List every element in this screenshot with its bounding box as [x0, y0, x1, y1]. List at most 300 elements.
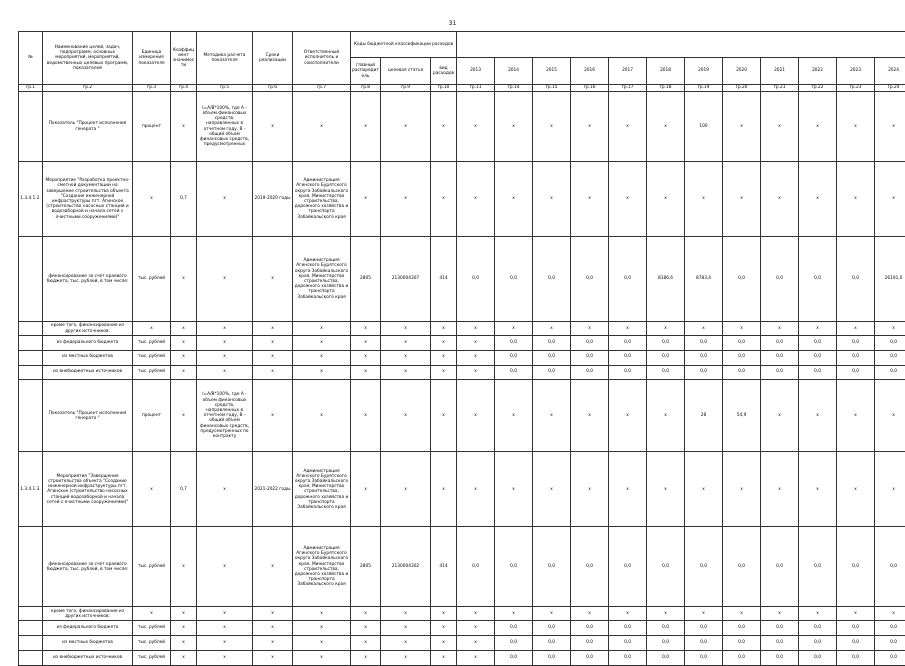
source-value: 0,0: [685, 650, 723, 665]
source-cell: х: [431, 336, 457, 351]
hdr-cs: целевая статья: [381, 58, 431, 85]
source-name: из федерального бюджета: [43, 336, 133, 351]
source-value: 0,0: [875, 350, 905, 365]
source-row: [19, 636, 905, 651]
indicator-coef: х: [171, 92, 197, 162]
source-value: 0,0: [495, 636, 533, 651]
row-number: [19, 607, 43, 621]
source-cell: х: [253, 336, 293, 351]
event-cell: х: [723, 452, 761, 527]
hdr-years-group: [457, 32, 905, 58]
source-value: 0,0: [837, 636, 875, 651]
indicator-cell: х: [799, 92, 837, 162]
hdr-period: Сроки реализации: [253, 32, 293, 85]
source-value: 0,0: [799, 336, 837, 351]
indicator-cell: х: [609, 380, 647, 452]
source-name: из внебюджетных источников: [43, 365, 133, 380]
other-sources-cell: х: [171, 322, 197, 336]
source-value: 0,0: [685, 350, 723, 365]
source-value: 0,0: [723, 636, 761, 651]
other-sources-cell: х: [381, 322, 431, 336]
row-number: [19, 237, 43, 322]
source-value: 0,0: [799, 365, 837, 380]
other-sources-cell: х: [647, 607, 685, 621]
source-value: 0,0: [799, 621, 837, 636]
event-cell: х: [647, 452, 685, 527]
indicator-cell: х: [293, 92, 351, 162]
column-number: гр.21: [761, 85, 799, 92]
indicator-cell: х: [457, 380, 495, 452]
source-cell: х: [171, 621, 197, 636]
other-sources-cell: х: [761, 322, 799, 336]
financing-value: 0,0: [533, 237, 571, 322]
source-cell: х: [457, 650, 495, 665]
financing-value: 0,0: [647, 527, 685, 607]
event-cell: х: [351, 452, 381, 527]
financing-unit: тыс. рублей: [133, 527, 171, 607]
financing-value: 8783,4: [685, 237, 723, 322]
source-value: 0,0: [571, 650, 609, 665]
financing-coef: х: [171, 237, 197, 322]
financing-name: финансирование за счет краевого бюджета, тыс. рублей, в том числе:: [43, 527, 133, 607]
source-value: 0,0: [533, 336, 571, 351]
financing-value: 0,0: [723, 237, 761, 322]
row-number: [19, 365, 43, 380]
source-cell: х: [351, 636, 381, 651]
source-cell: х: [171, 336, 197, 351]
row-number: [19, 650, 43, 665]
other-sources-cell: х: [197, 322, 253, 336]
other-sources-cell: х: [875, 322, 905, 336]
column-number: гр.17: [609, 85, 647, 92]
other-sources-cell: х: [799, 322, 837, 336]
hdr-vr: вид расходов: [431, 58, 457, 85]
financing-value: 0,0: [799, 527, 837, 607]
source-value: 0,0: [799, 350, 837, 365]
indicator-cell: х: [253, 92, 293, 162]
other-sources-row: [19, 607, 905, 621]
financing-expense-type: 414: [431, 237, 457, 322]
source-cell: х: [351, 650, 381, 665]
column-number: гр.18: [647, 85, 685, 92]
page-number: 31: [0, 20, 905, 27]
financing-value: 0,0: [457, 527, 495, 607]
row-number: [19, 350, 43, 365]
source-cell: х: [197, 650, 253, 665]
indicator-cell: х: [431, 380, 457, 452]
event-unit: х: [133, 162, 171, 237]
other-sources-cell: х: [837, 607, 875, 621]
source-cell: х: [253, 621, 293, 636]
source-value: 0,0: [495, 365, 533, 380]
hdr-year: 2023: [837, 58, 875, 85]
source-row: [19, 365, 905, 380]
financing-value: 0,0: [495, 527, 533, 607]
column-number: гр.22: [799, 85, 837, 92]
source-cell: х: [351, 365, 381, 380]
hdr-coef: Коэффициент значимости: [171, 32, 197, 85]
event-unit: х: [133, 452, 171, 527]
source-cell: х: [253, 350, 293, 365]
source-value: 0,0: [609, 636, 647, 651]
event-row: [19, 452, 905, 527]
source-value: 0,0: [761, 336, 799, 351]
hdr-year: 2018: [647, 58, 685, 85]
event-cell: х: [761, 162, 799, 237]
source-value: 0,0: [647, 350, 685, 365]
source-value: 0,0: [571, 350, 609, 365]
row-number: [19, 621, 43, 636]
other-sources-cell: х: [799, 607, 837, 621]
other-sources-cell: х: [837, 322, 875, 336]
event-coef: 0,7: [171, 162, 197, 237]
hdr-year: 2015: [533, 58, 571, 85]
hdr-year: 2020: [723, 58, 761, 85]
financing-value: 0,0: [837, 237, 875, 322]
source-value: 0,0: [685, 636, 723, 651]
other-sources-name: кроме того, финансирование из других источников:: [43, 607, 133, 621]
financing-value: 0,0: [609, 237, 647, 322]
event-cell: х: [875, 162, 905, 237]
source-value: 0,0: [571, 621, 609, 636]
source-unit: тыс. рублей: [133, 636, 171, 651]
row-number: [19, 380, 43, 452]
hdr-year: 2022: [799, 58, 837, 85]
financing-value: 0,0: [761, 527, 799, 607]
source-value: 0,0: [533, 350, 571, 365]
event-executor: Администрация Агинского Бурятского округа Забайкальского края, Министерство строительства, дорожного хозяйства и транспорта Забайкальского края: [293, 162, 351, 237]
source-cell: х: [381, 350, 431, 365]
financing-period: х: [253, 237, 293, 322]
source-cell: х: [197, 350, 253, 365]
other-sources-cell: х: [253, 607, 293, 621]
event-cell: х: [381, 452, 431, 527]
source-cell: х: [253, 650, 293, 665]
indicator-unit: процент: [133, 92, 171, 162]
event-cell: х: [571, 452, 609, 527]
financing-value: 0,0: [495, 237, 533, 322]
source-row: [19, 621, 905, 636]
event-cell: х: [457, 452, 495, 527]
source-value: 0,0: [647, 336, 685, 351]
other-sources-cell: х: [685, 607, 723, 621]
source-value: 0,0: [533, 650, 571, 665]
event-executor: Администрация Агинского Бурятского округа Забайкальского края, Министерство строительства, дорожного хозяйства и транспорта Забайкальского края: [293, 452, 351, 527]
source-cell: х: [293, 336, 351, 351]
event-row: [19, 162, 905, 237]
source-cell: х: [381, 365, 431, 380]
other-sources-cell: х: [533, 607, 571, 621]
financing-method: х: [197, 527, 253, 607]
financing-value: 0,0: [533, 527, 571, 607]
event-cell: х: [571, 162, 609, 237]
financing-value: 0,0: [685, 527, 723, 607]
other-sources-cell: х: [381, 607, 431, 621]
column-number: гр.16: [571, 85, 609, 92]
source-cell: х: [351, 350, 381, 365]
source-name: из внебюджетных источников: [43, 650, 133, 665]
event-cell: х: [381, 162, 431, 237]
source-cell: х: [197, 621, 253, 636]
source-value: 0,0: [647, 621, 685, 636]
source-value: 0,0: [647, 650, 685, 665]
financing-period: х: [253, 527, 293, 607]
source-value: 0,0: [723, 621, 761, 636]
source-value: 0,0: [723, 365, 761, 380]
row-number: [19, 527, 43, 607]
source-value: 0,0: [495, 650, 533, 665]
source-row: [19, 336, 905, 351]
financing-grbs: 2805: [351, 237, 381, 322]
other-sources-cell: х: [431, 322, 457, 336]
indicator-cell: х: [351, 92, 381, 162]
source-cell: х: [171, 650, 197, 665]
source-unit: тыс. рублей: [133, 365, 171, 380]
other-sources-cell: х: [571, 322, 609, 336]
hdr-grbs: главный распорядитель: [351, 58, 381, 85]
hdr-year: 2024: [875, 58, 905, 85]
source-unit: тыс. рублей: [133, 336, 171, 351]
other-sources-cell: х: [761, 607, 799, 621]
source-value: 0,0: [647, 636, 685, 651]
event-period: 2019-2020 годы: [253, 162, 293, 237]
source-cell: х: [381, 621, 431, 636]
financing-executor: Администрация Агинского Бурятского округа Забайкальского края, Министерство строительства, дорожного хозяйства и транспорта Забайкальского края: [293, 237, 351, 322]
other-sources-cell: х: [293, 322, 351, 336]
source-cell: х: [293, 365, 351, 380]
indicator-cell: х: [647, 380, 685, 452]
financing-row: [19, 237, 905, 322]
indicator-cell: х: [761, 92, 799, 162]
column-number: гр.7: [293, 85, 351, 92]
financing-method: х: [197, 237, 253, 322]
column-number: гр.1: [19, 85, 43, 92]
source-cell: х: [253, 636, 293, 651]
column-number: гр.9: [381, 85, 431, 92]
source-value: 0,0: [837, 350, 875, 365]
hdr-year: 2013: [457, 58, 495, 85]
financing-name: финансирование за счет краевого бюджета, тыс. рублей, в том числе:: [43, 237, 133, 322]
source-cell: х: [293, 650, 351, 665]
source-cell: х: [381, 650, 431, 665]
source-cell: х: [457, 621, 495, 636]
source-value: 0,0: [609, 650, 647, 665]
hdr-year: 2021: [761, 58, 799, 85]
hdr-year: 2016: [571, 58, 609, 85]
source-value: 0,0: [533, 621, 571, 636]
event-cell: х: [609, 162, 647, 237]
indicator-name: Показатель "Процент исполнения генерата ": [43, 92, 133, 162]
source-value: 0,0: [723, 350, 761, 365]
event-cell: х: [837, 162, 875, 237]
source-value: 0,0: [609, 621, 647, 636]
source-value: 0,0: [761, 650, 799, 665]
column-number: гр.20: [723, 85, 761, 92]
other-sources-cell: х: [723, 607, 761, 621]
source-value: 0,0: [837, 650, 875, 665]
source-cell: х: [457, 350, 495, 365]
column-number: гр.8: [351, 85, 381, 92]
source-unit: тыс. рублей: [133, 350, 171, 365]
source-cell: х: [293, 621, 351, 636]
indicator-cell: 100: [685, 92, 723, 162]
other-sources-row: [19, 322, 905, 336]
other-sources-cell: х: [685, 322, 723, 336]
event-name: Мероприятие "Завершение строительства объекта "Создание инженерной инфраструктуры пгт. Агинское (строительство насосных станций водозаборной и начала сетей с очистными сооружениями)": [43, 452, 133, 527]
source-cell: х: [197, 636, 253, 651]
other-sources-cell: х: [133, 607, 171, 621]
hdr-method: Методика расчета показателя: [197, 32, 253, 85]
indicator-cell: х: [571, 92, 609, 162]
source-value: 0,0: [609, 365, 647, 380]
source-value: 0,0: [761, 636, 799, 651]
source-cell: х: [197, 365, 253, 380]
source-cell: х: [197, 336, 253, 351]
indicator-unit: процент: [133, 380, 171, 452]
financing-value: 8186,6: [647, 237, 685, 322]
financing-grbs: 2805: [351, 527, 381, 607]
indicator-cell: х: [495, 380, 533, 452]
source-value: 0,0: [799, 636, 837, 651]
source-value: 0,0: [875, 650, 905, 665]
source-value: 0,0: [875, 365, 905, 380]
indicator-cell: х: [609, 92, 647, 162]
source-value: 0,0: [609, 350, 647, 365]
source-cell: х: [381, 636, 431, 651]
indicator-cell: х: [351, 380, 381, 452]
source-value: 0,0: [761, 621, 799, 636]
event-cell: х: [647, 162, 685, 237]
source-value: 0,0: [571, 336, 609, 351]
source-cell: х: [431, 350, 457, 365]
source-cell: х: [431, 365, 457, 380]
column-number: гр.6: [253, 85, 293, 92]
source-value: 0,0: [533, 365, 571, 380]
indicator-cell: х: [875, 92, 905, 162]
event-cell: х: [431, 452, 457, 527]
financing-value: 0,0: [761, 237, 799, 322]
source-value: 0,0: [837, 365, 875, 380]
source-cell: х: [293, 350, 351, 365]
event-cell: х: [533, 452, 571, 527]
hdr-year: 2019: [685, 58, 723, 85]
financing-value: 0,0: [609, 527, 647, 607]
event-code: 1.3.4.1.3.: [19, 452, 43, 527]
column-number: гр.15: [533, 85, 571, 92]
source-value: 0,0: [761, 365, 799, 380]
source-value: 0,0: [799, 650, 837, 665]
event-cell: х: [495, 452, 533, 527]
source-cell: х: [431, 636, 457, 651]
source-value: 0,0: [495, 350, 533, 365]
indicator-cell: х: [533, 380, 571, 452]
indicator-cell: х: [495, 92, 533, 162]
event-code: 1.3.4.1.2.: [19, 162, 43, 237]
event-cell: х: [609, 452, 647, 527]
indicator-cell: х: [837, 92, 875, 162]
financing-value: 0,0: [571, 237, 609, 322]
source-value: 0,0: [647, 365, 685, 380]
indicator-cell: 54,9: [723, 380, 761, 452]
financing-value: 0,0: [837, 527, 875, 607]
indicator-name: Показатель "Процент исполнения генерата ": [43, 380, 133, 452]
source-value: 0,0: [875, 336, 905, 351]
column-number: гр.2: [43, 85, 133, 92]
event-cell: х: [431, 162, 457, 237]
indicator-row: [19, 380, 905, 452]
column-number: гр.11: [457, 85, 495, 92]
source-cell: х: [253, 365, 293, 380]
other-sources-cell: х: [171, 607, 197, 621]
source-cell: х: [171, 636, 197, 651]
source-cell: х: [351, 621, 381, 636]
other-sources-cell: х: [457, 607, 495, 621]
column-number: гр.5: [197, 85, 253, 92]
other-sources-cell: х: [133, 322, 171, 336]
event-cell: х: [533, 162, 571, 237]
other-sources-cell: х: [571, 607, 609, 621]
source-value: 0,0: [533, 636, 571, 651]
indicator-cell: х: [837, 380, 875, 452]
source-value: 0,0: [761, 350, 799, 365]
other-sources-cell: х: [351, 607, 381, 621]
source-name: из местных бюджетов: [43, 636, 133, 651]
row-number: [19, 336, 43, 351]
financing-target-item: 2130004307: [381, 237, 431, 322]
source-cell: х: [431, 621, 457, 636]
source-cell: х: [457, 336, 495, 351]
event-cell: х: [457, 162, 495, 237]
source-value: 0,0: [723, 650, 761, 665]
column-number: гр.3: [133, 85, 171, 92]
row-number: [19, 92, 43, 162]
other-sources-cell: х: [875, 607, 905, 621]
hdr-budget-codes: Коды бюджетной классификации расходов: [351, 32, 457, 58]
indicator-cell: х: [381, 92, 431, 162]
financing-value: 26191,0: [875, 237, 905, 322]
source-cell: х: [457, 365, 495, 380]
indicator-cell: х: [761, 380, 799, 452]
source-row: [19, 650, 905, 665]
source-value: 0,0: [685, 365, 723, 380]
column-number: гр.10: [431, 85, 457, 92]
source-cell: х: [431, 650, 457, 665]
source-unit: тыс. рублей: [133, 621, 171, 636]
other-sources-cell: х: [457, 322, 495, 336]
event-cell: х: [351, 162, 381, 237]
source-value: 0,0: [723, 336, 761, 351]
column-number: гр.23: [837, 85, 875, 92]
financing-value: 0,0: [457, 237, 495, 322]
other-sources-cell: х: [431, 607, 457, 621]
hdr-num: №: [19, 32, 43, 85]
indicator-cell: х: [293, 380, 351, 452]
financing-value: 0,0: [571, 527, 609, 607]
hdr-year: 2014: [495, 58, 533, 85]
other-sources-cell: х: [351, 322, 381, 336]
other-sources-cell: х: [533, 322, 571, 336]
source-value: 0,0: [571, 636, 609, 651]
indicator-cell: х: [431, 92, 457, 162]
indicator-coef: х: [171, 380, 197, 452]
financing-coef: х: [171, 527, 197, 607]
financing-executor: Администрация Агинского Бурятского округа Забайкальского края, Министерство строительства, дорожного хозяйства и транспорта Забайкальского края: [293, 527, 351, 607]
source-value: 0,0: [875, 621, 905, 636]
financing-value: 0,0: [799, 237, 837, 322]
event-method: х: [197, 162, 253, 237]
event-cell: х: [685, 162, 723, 237]
hdr-unit: Единица измерения показателя: [133, 32, 171, 85]
